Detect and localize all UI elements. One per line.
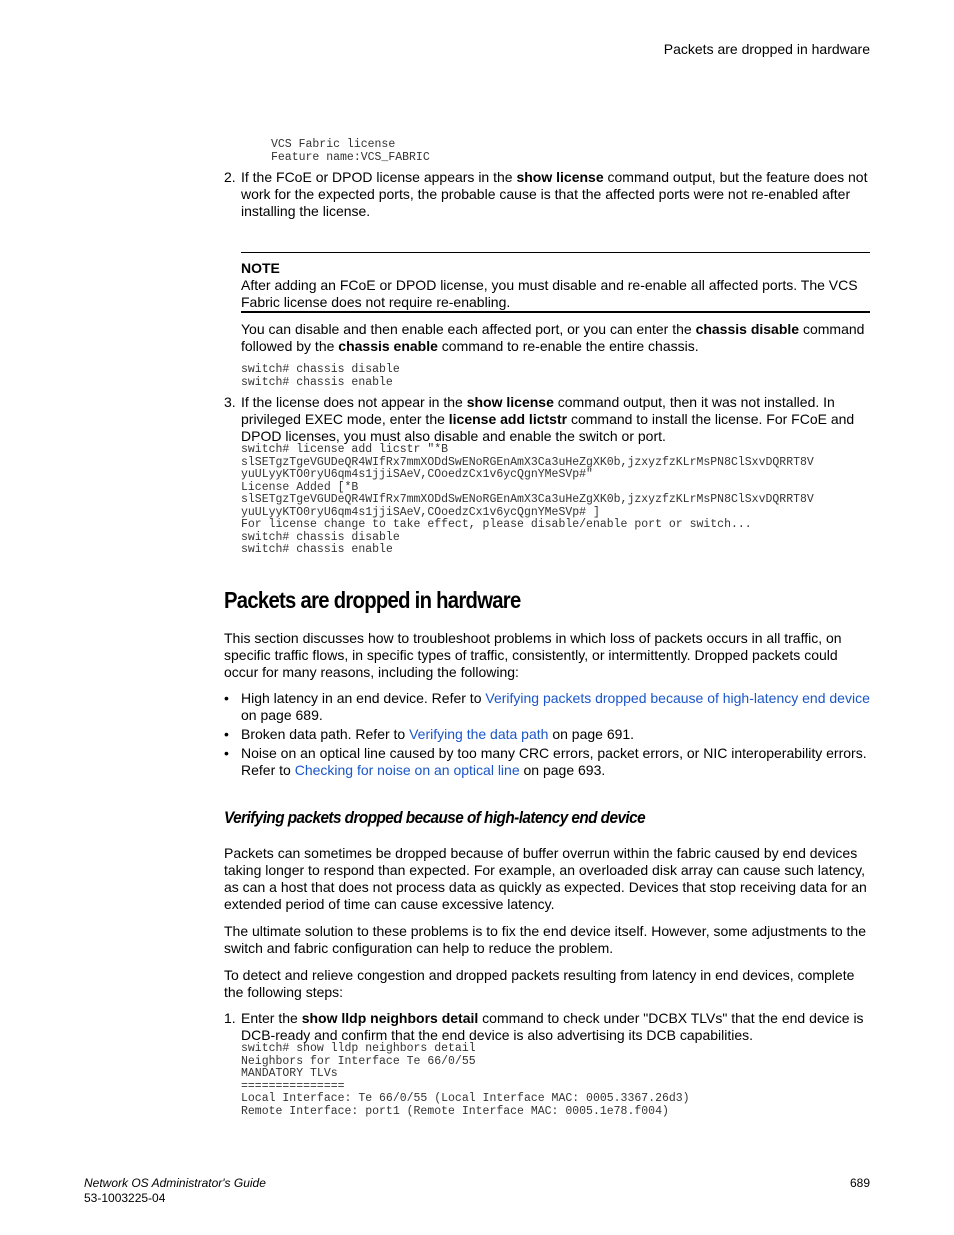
- running-header: Packets are dropped in hardware: [663, 41, 870, 57]
- code-line: switch# show lldp neighbors detail: [241, 1042, 476, 1055]
- bullet-item: Broken data path. Refer to Verifying the data path on page 691.: [241, 726, 635, 742]
- link-high-latency[interactable]: Verifying packets dropped because of high-latency end device: [485, 690, 870, 706]
- bullet-item: Noise on an optical line caused by too many CRC errors, packet errors, or NIC interoperability errors. Refer to Checking for noise on an optical line on page 693.: [241, 745, 867, 778]
- code-line: For license change to take effect, please disable/enable port or switch...: [241, 518, 752, 531]
- code-line: ===============: [241, 1079, 345, 1093]
- note-top-rule: [241, 252, 870, 253]
- code-line: switch# chassis disable: [241, 530, 400, 544]
- subsection-heading: Verifying packets dropped because of high-latency end device: [224, 808, 646, 827]
- code-line: switch# license add licstr "*B: [241, 443, 449, 456]
- code-line: Neighbors for Interface Te 66/0/55: [241, 1054, 476, 1068]
- code-line: slSETgzTgeVGUDeQR4WIfRx7mmXODdSwENoRGEnAmX3Ca3uHeZgXK0b,jzxyzfzKLrMsPN8ClSxvDQRRT8V: [241, 493, 814, 506]
- step-number: 1.: [224, 1010, 236, 1026]
- code-line: yuULyyKTO0ryU6qm4s1jjiSAeV,COoedzCx1v6ycQgnYMeSVp#": [241, 468, 593, 481]
- footer-guide-title: Network OS Administrator's Guide: [84, 1176, 266, 1190]
- code-block-lldp: [241, 1043, 690, 1118]
- subsection-paragraph-2: The ultimate solution to these problems is to fix the end device itself. However, some adjustments to the switch and fabric configuration can help to reduce the problem.: [224, 923, 866, 956]
- code-block-license-output: [271, 139, 430, 164]
- code-line: switch# chassis enable: [241, 543, 393, 556]
- step-3-text: If the license does not appear in the show license command output, then it was not installed. In privileged EXEC mode, enter the license add lictstr command to install the license. For FCoE and DPOD licenses, you must also disable and enable the switch or port.: [241, 394, 855, 444]
- command-show-license: show license: [516, 169, 604, 185]
- code-line: Remote Interface: port1 (Remote Interface MAC: 0005.1e78.f004): [241, 1104, 669, 1118]
- code-line: slSETgzTgeVGUDeQR4WIfRx7mmXODdSwENoRGEnAmX3Ca3uHeZgXK0b,jzxyzfzKLrMsPN8ClSxvDQRRT8V: [241, 455, 814, 469]
- footer-doc-number: 53-1003225-04: [84, 1191, 166, 1205]
- chassis-paragraph: You can disable and then enable each affected port, or you can enter the chassis disable command followed by the chassis enable command to re-enable the entire chassis.: [241, 321, 865, 354]
- subsection-paragraph-3: To detect and relieve congestion and dropped packets resulting from latency in end devices, complete the following steps:: [224, 967, 855, 1000]
- subsection-paragraph-1: Packets can sometimes be dropped because of buffer overrun within the fabric caused by end devices taking longer to respond than expected. For example, an overloaded disk array can cause such latency, as can a host that does not process data as quickly as expected. Devices that stop receiving data for an extended period of time can cause excessive latency.: [224, 845, 867, 912]
- code-line: switch# chassis disable: [241, 363, 400, 376]
- code-line: License Added [*B: [241, 480, 359, 494]
- note-title: NOTE: [241, 260, 280, 276]
- note-bottom-rule: [241, 311, 870, 313]
- code-line: switch# chassis enable: [241, 375, 393, 389]
- code-line: Feature name:VCS_FABRIC: [271, 150, 430, 164]
- step-1-text: Enter the show lldp neighbors detail command to check under "DCBX TLVs" that the end device is DCB-ready and confirm that the end device is also advertising its DCB capabilities.: [241, 1010, 864, 1043]
- footer-page-number: 689: [849, 1176, 870, 1190]
- step-2-text: If the FCoE or DPOD license appears in the show license command output, but the feature does not work for the expected ports, the probable cause is that the affected ports were not re-enabled after installing the license.: [241, 169, 868, 219]
- command-license-add: license add lictstr: [448, 411, 568, 427]
- section-heading: Packets are dropped in hardware: [224, 587, 521, 613]
- code-line: VCS Fabric license: [271, 138, 396, 151]
- section-intro: This section discusses how to troubleshoot problems in which loss of packets occurs in all traffic, on specific traffic flows, in specific types of traffic, consistently, or intermittently. Dropped packets could occur for many reasons, including the following:: [224, 630, 842, 680]
- step-number: 2.: [224, 169, 236, 185]
- link-optical-noise[interactable]: Checking for noise on an optical line: [294, 762, 520, 778]
- bullet-mark: •: [224, 745, 229, 761]
- command-chassis-disable: chassis disable: [695, 321, 800, 337]
- code-line: Local Interface: Te 66/0/55 (Local Interface MAC: 0005.3367.26d3): [241, 1092, 690, 1105]
- step-number: 3.: [224, 394, 236, 410]
- bullet-item: High latency in an end device. Refer to Verifying packets dropped because of high-latency end device on page 689.: [241, 690, 870, 723]
- command-show-license: show license: [466, 394, 554, 410]
- code-block-license-add: [241, 444, 814, 557]
- code-line: MANDATORY TLVs: [241, 1067, 338, 1080]
- command-show-lldp: show lldp neighbors detail: [301, 1010, 479, 1026]
- link-data-path[interactable]: Verifying the data path: [409, 726, 549, 742]
- code-line: yuULyyKTO0ryU6qm4s1jjiSAeV,COoedzCx1v6ycQgnYMeSVp# ]: [241, 505, 600, 519]
- code-block-chassis: [241, 364, 400, 389]
- note-text: After adding an FCoE or DPOD license, you must disable and re-enable all affected ports. The VCS Fabric license does not require re-enabling.: [241, 277, 858, 310]
- bullet-mark: •: [224, 726, 229, 742]
- command-chassis-enable: chassis enable: [338, 338, 438, 354]
- bullet-mark: •: [224, 690, 229, 706]
